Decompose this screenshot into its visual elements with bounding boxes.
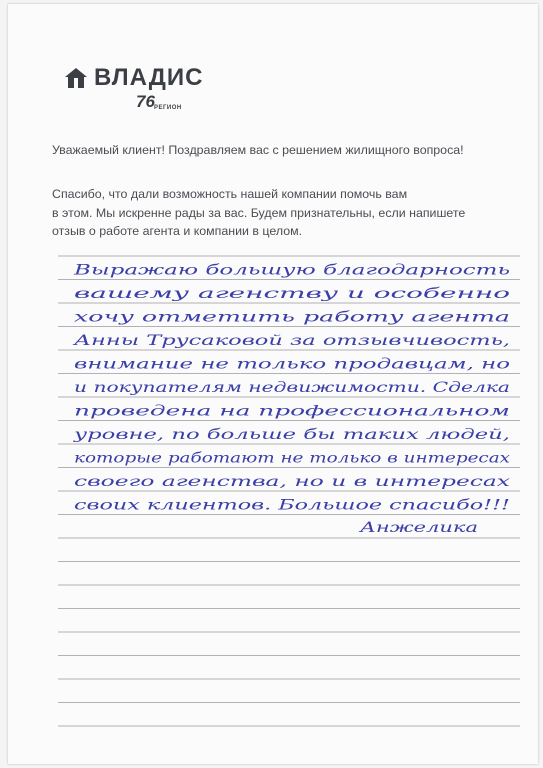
letter-sheet [8,4,538,764]
handwritten-line: и покупателям недвижимости. Сделка [74,380,510,396]
signature: Анжелика [358,520,478,536]
handwritten-line: Выражаю большую благодарность [72,262,510,279]
greeting-text: Уважаемый клиент! Поздравляем вас с решением жилищного вопроса! [52,143,464,157]
handwritten-line: проведена на профессиональном [74,403,510,420]
logo-region-word: РЕГИОН [154,105,182,111]
logo-region-number: 76 [136,92,155,111]
logo-brand-name: ВЛАДИС [94,64,204,91]
intro-line: отзыв о работе агента и компании в целом. [52,224,303,238]
handwritten-line: своих клиентов. Большое спасибо!!! [74,497,510,514]
handwritten-line: уровне, по больше бы таких людей, [72,427,511,443]
handwritten-line: своего агенства, но и в интересах [74,474,511,490]
handwritten-line: вашему агенству и особенно [74,286,510,302]
intro-line: Спасибо, что дали возможность нашей компании помочь вам [52,187,408,201]
handwritten-line: которые работают не только в интересах [74,450,511,467]
handwritten-line: Анны Трусаковой за отзывчивость, [72,333,510,349]
handwritten-line: хочу отметить работу агента [74,309,510,326]
handwritten-line: внимание не только продавцам, но [74,356,510,373]
intro-line: в этом. Мы искренне рады за вас. Будем признательны, если напишете [52,205,466,220]
ruled-lines-area [8,4,538,764]
